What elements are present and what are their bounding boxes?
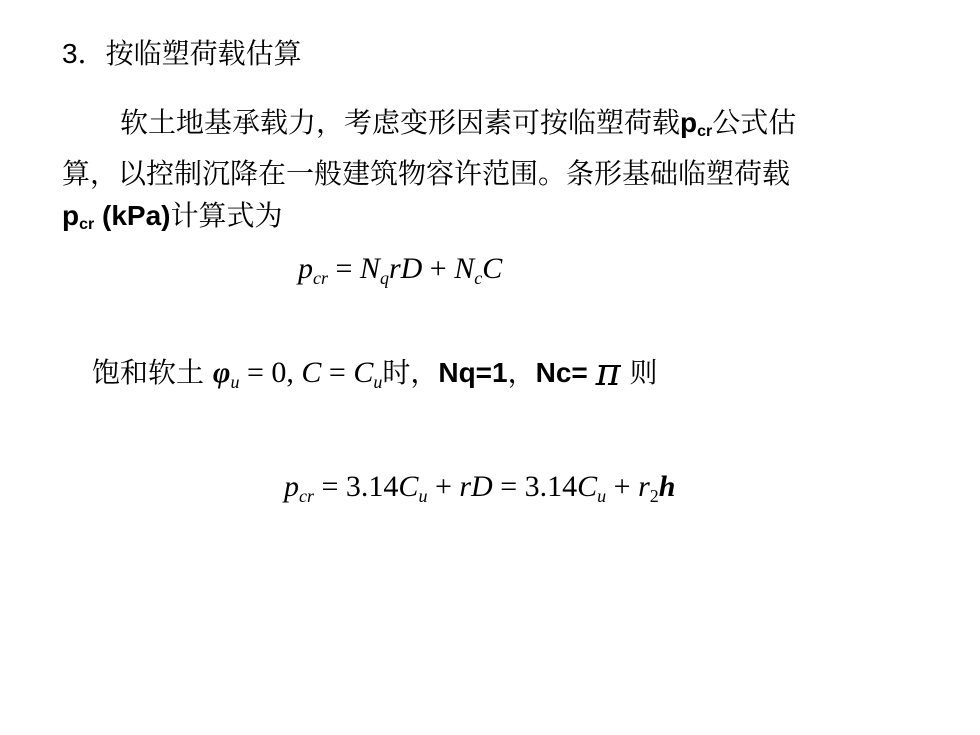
f2-C2: C [577, 470, 598, 503]
cond-eq0: = 0, [239, 356, 302, 389]
phi-sub: u [230, 372, 240, 392]
f2-r: r [638, 470, 650, 503]
pcr-symbol-2 [62, 200, 94, 231]
pcr-main-2: p [62, 200, 80, 231]
formula-pcr-general [298, 252, 502, 289]
pcr-sub: cr [697, 123, 713, 140]
paragraph-line-2: 算，以控制沉降在一般建筑物容许范围。条形基础临塑荷载 [62, 157, 791, 190]
f2-eq1: = 3.14 [314, 470, 399, 503]
pcr-main: p [680, 107, 698, 138]
cond-ze: 则 [620, 356, 658, 389]
formula-pcr-saturated [284, 470, 675, 507]
f2-eq2: = 3.14 [492, 470, 578, 503]
unit-text: (kPa) [94, 200, 171, 231]
paragraph-line-1 [62, 102, 942, 153]
cond-math [212, 356, 383, 392]
section-title: 按临塑荷载估算 [105, 37, 302, 70]
pcr-sub-2: cr [79, 216, 95, 233]
cond-Cu-sub: u [373, 372, 383, 392]
section-heading [62, 34, 302, 74]
f1-Nc-sub: c [474, 268, 483, 288]
cond-shi: 时， [382, 356, 439, 389]
cond-prefix: 饱和软土 [92, 356, 213, 389]
f2-lhs-sub: cr [299, 486, 314, 506]
phi-symbol: φ [212, 356, 231, 389]
paragraph-tail: 公式估 [712, 106, 797, 139]
f2-h: h [658, 470, 676, 503]
f2-plus1: + [427, 470, 460, 503]
f1-C: C [482, 252, 503, 285]
f1-Nc: N [454, 252, 475, 285]
nq-value: Nq=1 [438, 357, 508, 388]
f2-C1: C [398, 470, 419, 503]
pi-symbol: π [595, 350, 621, 394]
f1-plus: + [422, 252, 455, 285]
cond-comma: ， [507, 356, 536, 389]
cond-C: C [301, 356, 322, 389]
saturated-soil-condition [92, 348, 657, 406]
f2-lhs: p [284, 470, 299, 503]
section-number: 3． [62, 38, 106, 69]
formula-intro: 计算式为 [170, 199, 283, 232]
f2-C1-sub: u [418, 486, 428, 506]
f1-Nq: N [359, 252, 380, 285]
paragraph-line-3 [62, 195, 942, 246]
f1-Nq-sub: q [379, 268, 389, 288]
cond-Cu: C [353, 356, 374, 389]
f1-rD: rD [388, 252, 423, 285]
nc-label: Nc= [535, 357, 596, 388]
cond-eqC: = [321, 356, 354, 389]
f2-rD: rD [459, 470, 493, 503]
paragraph-text: 软土地基承载力，考虑变形因素可按临塑荷载 [120, 106, 681, 139]
f1-lhs-sub: cr [313, 268, 328, 288]
pcr-symbol [680, 107, 712, 138]
f1-lhs: p [298, 252, 313, 285]
f2-r-sub: 2 [649, 486, 659, 506]
f2-plus2: + [606, 470, 639, 503]
body-paragraph [62, 102, 942, 246]
f1-equals: = [328, 252, 360, 285]
f2-C2-sub: u [597, 486, 607, 506]
